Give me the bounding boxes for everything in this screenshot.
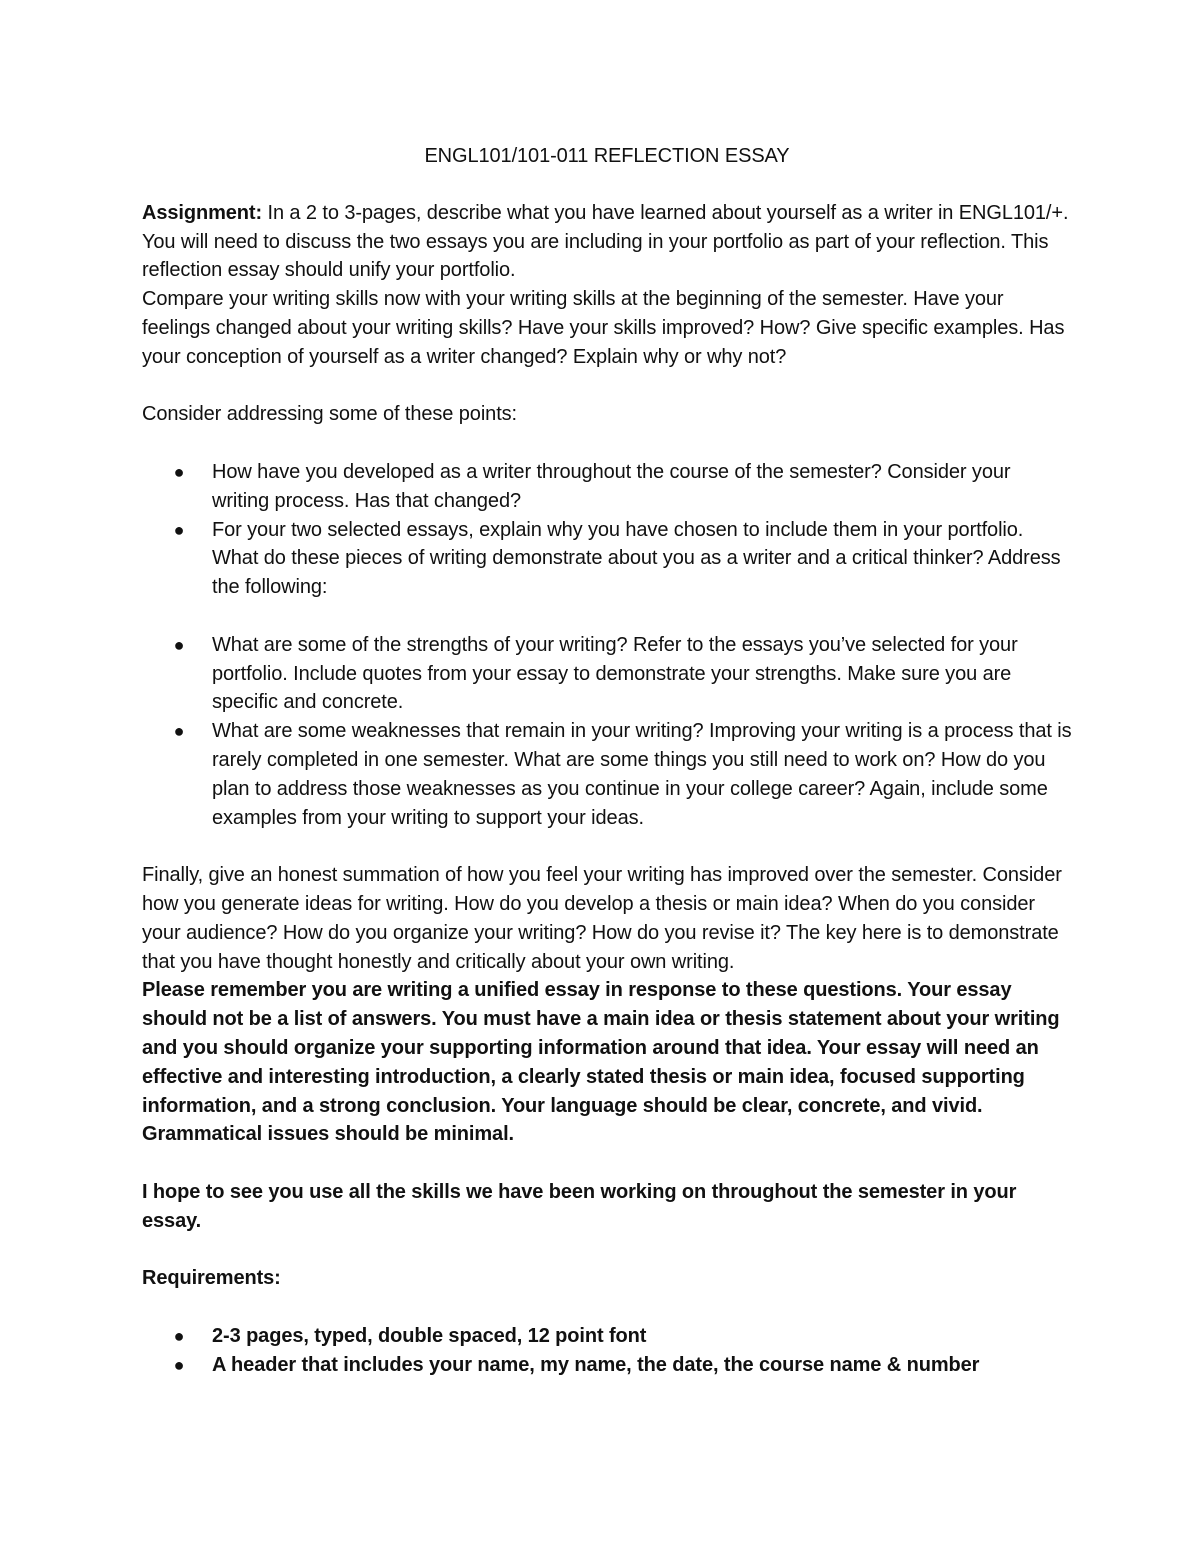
compare-paragraph: Compare your writing skills now with your writing skills at the beginning of the semester. Have your feelings changed about your writing skills? Have your skills improved? How? Give specific examples. Has your conception of yourself as a writer changed? Explain why or why not? xyxy=(142,288,1065,368)
points-list-2 xyxy=(142,631,1072,833)
list-item xyxy=(142,717,1072,832)
bullet-icon: ● xyxy=(173,519,185,540)
spacer xyxy=(142,1293,1072,1322)
list-item-text: 2-3 pages, typed, double spaced, 12 point font xyxy=(212,1324,647,1347)
points-list-1 xyxy=(142,458,1072,602)
list-item xyxy=(142,516,1072,602)
bullet-icon: ● xyxy=(173,634,185,655)
finally-paragraph: Finally, give an honest summation of how you feel your writing has improved over the semester. Consider how you generate ideas for writing. How do you develop a thesis or main idea? When do you consider your audience? How do you organize your writing? How do you revise it? The key here is to demonstrate that you have thought honestly and critically about your own writing. xyxy=(142,864,1062,973)
document-title: ENGL101/101-011 REFLECTION ESSAY xyxy=(424,145,790,167)
list-item-text: A header that includes your name, my name, the date, the course name & number xyxy=(212,1353,980,1376)
document-body xyxy=(142,142,1072,1379)
hope-paragraph: I hope to see you use all the skills we have been working on throughout the semester in your essay. xyxy=(142,1180,1017,1232)
bullet-icon: ● xyxy=(173,721,185,742)
list-item xyxy=(142,1322,1072,1351)
bullet-icon: ● xyxy=(173,1325,185,1346)
list-item-text: What are some weaknesses that remain in your writing? Improving your writing is a process that is rarely completed in one semester. What are some things you still need to work on? How do you plan to address those weaknesses as you continue in your college career? Again, include some examples from your writing to support your ideas. xyxy=(212,720,1072,829)
consider-intro: Consider addressing some of these points: xyxy=(142,403,518,426)
bullet-icon: ● xyxy=(173,461,185,482)
list-item xyxy=(142,1351,1072,1380)
spacer xyxy=(142,602,1072,631)
assignment-text: In a 2 to 3-pages, describe what you have learned about yourself as a writer in ENGL101/+. You will need to discuss the two essays you are including in your portfolio as part of your reflection. This reflection essay should unify your portfolio. xyxy=(142,201,1069,282)
list-item-text: What are some of the strengths of your writing? Refer to the essays you’ve selected for your portfolio. Include quotes from your essay to demonstrate your strengths. Make sure you are specific and concrete. xyxy=(212,633,1018,714)
spacer xyxy=(142,1235,1072,1264)
list-item-text: How have you developed as a writer throughout the course of the semester? Consider your writing process. Has that changed? xyxy=(212,460,1011,512)
requirements-label: Requirements: xyxy=(142,1267,281,1290)
assignment-label: Assignment: xyxy=(142,201,263,224)
bullet-icon: ● xyxy=(173,1354,185,1375)
spacer xyxy=(142,832,1072,861)
requirements-list xyxy=(142,1322,1072,1380)
list-item xyxy=(142,631,1072,717)
spacer xyxy=(142,1149,1072,1178)
remember-paragraph: Please remember you are writing a unified essay in response to these questions. Your essay should not be a list of answers. You must have a main idea or thesis statement about your writing and you should organize your supporting information around that idea. Your essay will need an effective and interesting introduction, a clearly stated thesis or main idea, focused supporting information, and a strong conclusion. Your language should be clear, concrete, and vivid. Grammatical issues should be minimal. xyxy=(142,979,1060,1146)
list-item xyxy=(142,458,1072,516)
spacer xyxy=(142,429,1072,458)
spacer xyxy=(142,372,1072,401)
assignment-paragraph xyxy=(142,199,1072,285)
list-item-text: For your two selected essays, explain why you have chosen to include them in your portfolio. What do these pieces of writing demonstrate about you as a writer and a critical thinker? Address the following: xyxy=(212,518,1061,599)
